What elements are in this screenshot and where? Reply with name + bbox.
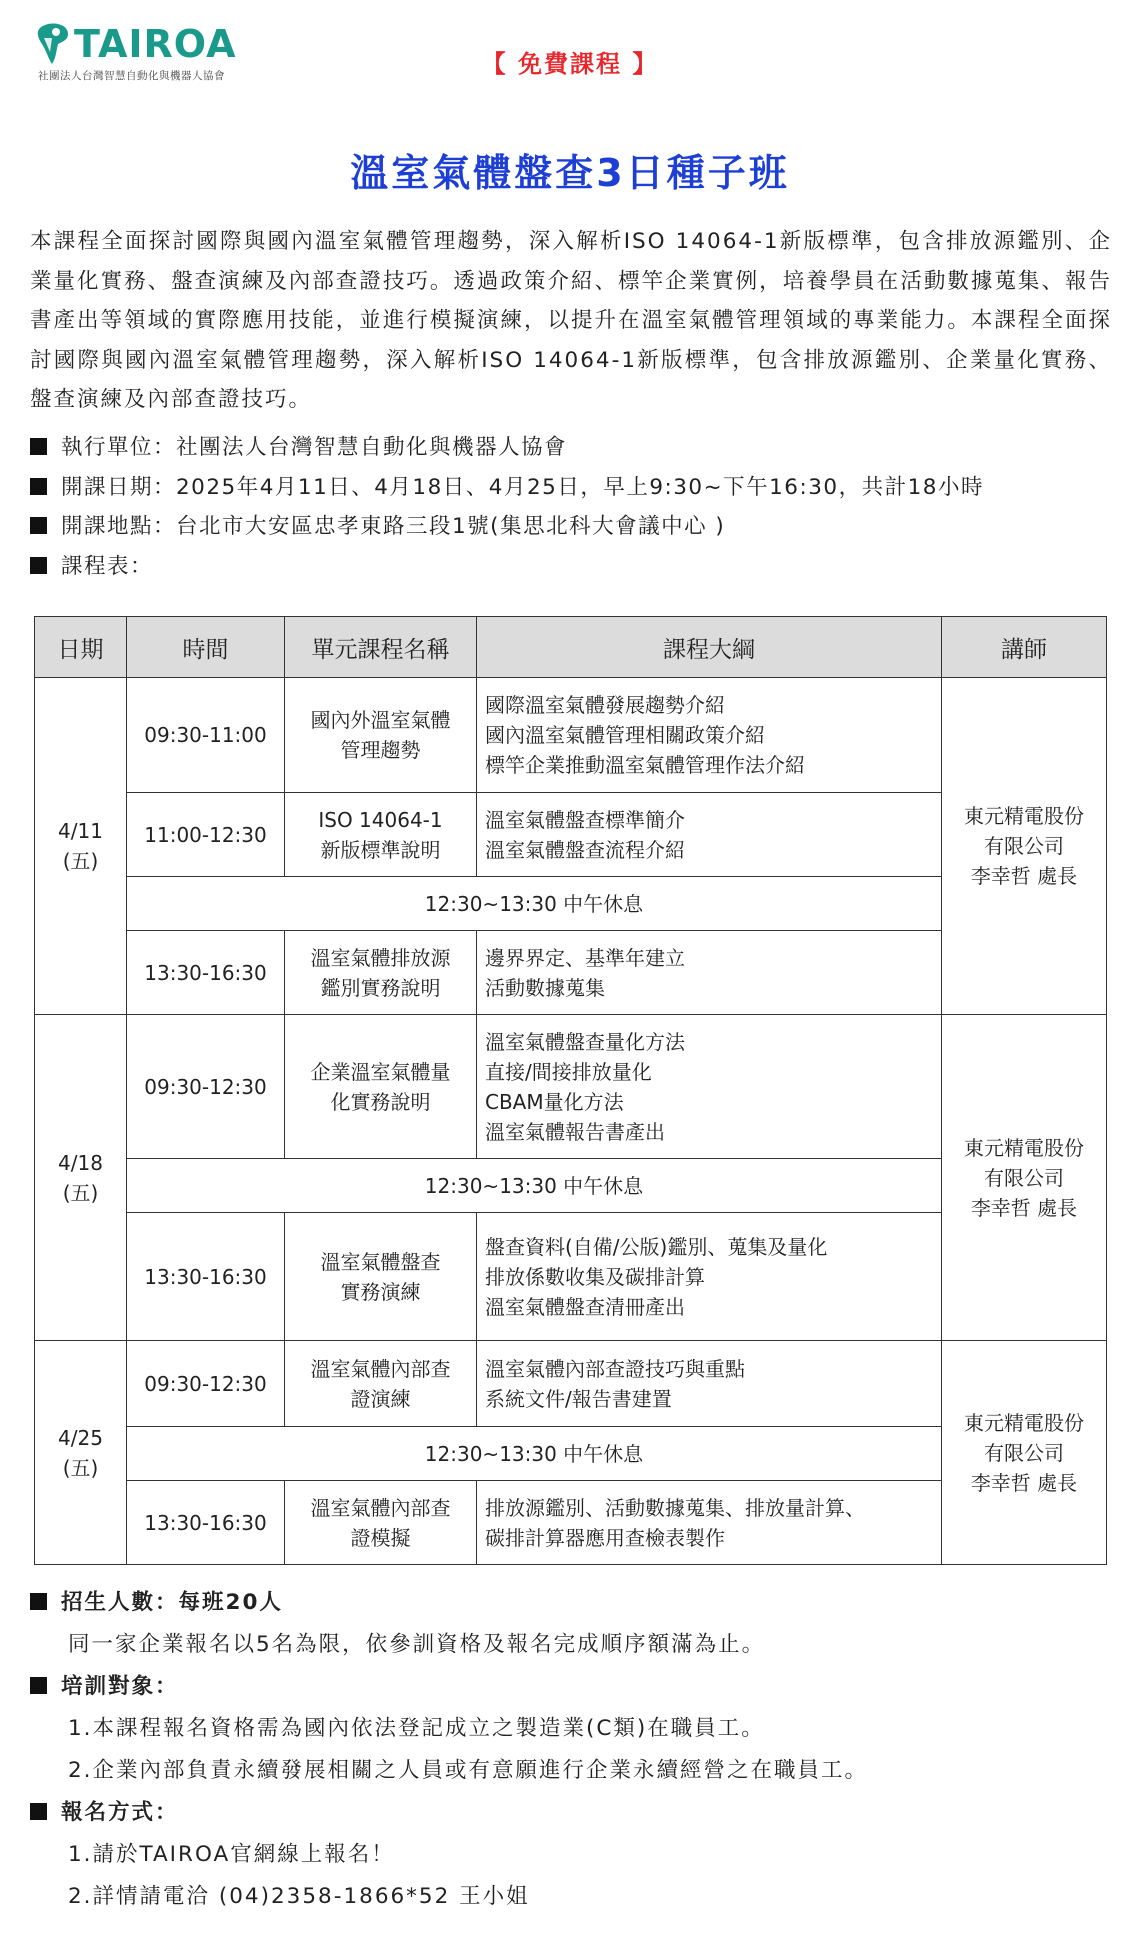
header-outline: 課程大綱 xyxy=(477,617,942,678)
page-title: 溫室氣體盤查3日種子班 xyxy=(350,151,790,195)
time-cell: 09:30-12:30 xyxy=(127,1015,285,1159)
register-item: 1.請於TAIROA官網線上報名！ xyxy=(68,1842,395,1867)
time-cell: 09:30-12:30 xyxy=(127,1341,285,1427)
instructor-cell: 東元精電股份 有限公司 李幸哲 處長 xyxy=(942,1341,1107,1565)
bullet-square-icon xyxy=(30,1677,47,1694)
outline-cell: 溫室氣體盤查量化方法 直接/間接排放量化 CBAM量化方法 溫室氣體報告書產出 xyxy=(477,1015,942,1159)
header-unit: 單元課程名稱 xyxy=(285,617,477,678)
table-header-row xyxy=(35,617,1107,678)
enrollment-details xyxy=(30,1582,868,1918)
outline-cell: 溫室氣體內部查證技巧與重點 系統文件/報告書建置 xyxy=(477,1341,942,1427)
day-date-cell: 4/18 (五) xyxy=(35,1015,127,1341)
info-location: 開課地點：台北市大安區忠孝東路三段1號(集思北科大會議中心 ) xyxy=(30,507,984,547)
outline-cell: 排放源鑑別、活動數據蒐集、排放量計算、 碳排計算器應用查檢表製作 xyxy=(477,1481,942,1565)
table-row xyxy=(35,678,1107,793)
bullet-square-icon xyxy=(30,478,47,495)
instructor-cell: 東元精電股份 有限公司 李幸哲 處長 xyxy=(942,1015,1107,1341)
time-cell: 13:30-16:30 xyxy=(127,1213,285,1341)
outline-cell: 盤查資料(自備/公版)鑑別、蒐集及量化 排放係數收集及碳排計算 溫室氣體盤查清冊產出 xyxy=(477,1213,942,1341)
enroll-note: 同一家企業報名以5名為限，依參訓資格及報名完成順序額滿為止。 xyxy=(68,1632,766,1657)
bullet-square-icon xyxy=(30,438,47,455)
logo-subtitle: 社團法人台灣智慧自動化與機器人協會 xyxy=(38,70,225,82)
logo-name: TAIROA xyxy=(74,22,237,66)
unit-cell: 溫室氣體排放源 鑑別實務說明 xyxy=(285,931,477,1015)
day-date-cell: 4/25 (五) xyxy=(35,1341,127,1565)
unit-cell: 國內外溫室氣體 管理趨勢 xyxy=(285,678,477,793)
enroll-title: 招生人數：每班20人 xyxy=(30,1582,868,1624)
time-cell: 09:30-11:00 xyxy=(127,678,285,793)
bullet-square-icon xyxy=(30,517,47,534)
target-item: 1.本課程報名資格需為國內依法登記成立之製造業(C類)在職員工。 xyxy=(68,1716,765,1741)
unit-cell: 溫室氣體內部查 證模擬 xyxy=(285,1481,477,1565)
course-info xyxy=(30,428,984,586)
register-title: 報名方式： xyxy=(30,1792,868,1834)
unit-cell: 溫室氣體盤查 實務演練 xyxy=(285,1213,477,1341)
info-schedule-label: 課程表： xyxy=(30,547,984,587)
unit-cell: 溫室氣體內部查 證演練 xyxy=(285,1341,477,1427)
instructor-cell: 東元精電股份 有限公司 李幸哲 處長 xyxy=(942,678,1107,1015)
target-title: 培訓對象： xyxy=(30,1666,868,1708)
outline-cell: 邊界界定、基準年建立 活動數據蒐集 xyxy=(477,931,942,1015)
time-cell: 13:30-16:30 xyxy=(127,1481,285,1565)
table-row xyxy=(35,1015,1107,1159)
lunch-break-cell: 12:30~13:30 中午休息 xyxy=(127,1427,942,1481)
unit-cell: ISO 14064-1 新版標準說明 xyxy=(285,793,477,877)
header-date: 日期 xyxy=(35,617,127,678)
header-time: 時間 xyxy=(127,617,285,678)
register-contact: 2.詳情請電洽 (04)2358-1866*52 王小姐 xyxy=(68,1884,530,1909)
time-cell: 13:30-16:30 xyxy=(127,931,285,1015)
day-date-cell: 4/11 (五) xyxy=(35,678,127,1015)
course-intro: 本課程全面探討國際與國內溫室氣體管理趨勢，深入解析ISO 14064-1新版標準，包含排放源鑑別、企業量化實務、盤查演練及內部查證技巧。透過政策介紹、標竿企業實例，培養學員在活動數據蒐集、報告書產出等領域的實際應用技能，並進行模擬演練，以提升在溫室氣體管理領域的專業能力。本課程全面探討國際與國內溫室氣體管理趨勢，深入解析ISO 14064-1新版標準，包含排放源鑑別、企業量化實務、盤查演練及內部查證技巧。 xyxy=(30,229,1112,412)
info-dates: 開課日期：2025年4月11日、4月18日、4月25日，早上9:30~下午16:30，共計18小時 xyxy=(30,468,984,508)
lunch-break-cell: 12:30~13:30 中午休息 xyxy=(127,877,942,931)
schedule-table xyxy=(34,616,1107,1565)
free-course-tag: 【 免費課程 】 xyxy=(481,50,659,78)
info-organizer: 執行單位：社團法人台灣智慧自動化與機器人協會 xyxy=(30,428,984,468)
table-row xyxy=(35,1341,1107,1427)
outline-cell: 溫室氣體盤查標準簡介 溫室氣體盤查流程介紹 xyxy=(477,793,942,877)
bullet-square-icon xyxy=(30,1593,47,1610)
lunch-break-cell: 12:30~13:30 中午休息 xyxy=(127,1159,942,1213)
time-cell: 11:00-12:30 xyxy=(127,793,285,877)
outline-cell: 國際溫室氣體發展趨勢介紹 國內溫室氣體管理相關政策介紹 標竿企業推動溫室氣體管理作法介紹 xyxy=(477,678,942,793)
header-instructor: 講師 xyxy=(942,617,1107,678)
bullet-square-icon xyxy=(30,1803,47,1820)
bullet-square-icon xyxy=(30,557,47,574)
unit-cell: 企業溫室氣體量 化實務說明 xyxy=(285,1015,477,1159)
target-item: 2.企業內部負責永續發展相關之人員或有意願進行企業永續經營之在職員工。 xyxy=(68,1758,869,1783)
